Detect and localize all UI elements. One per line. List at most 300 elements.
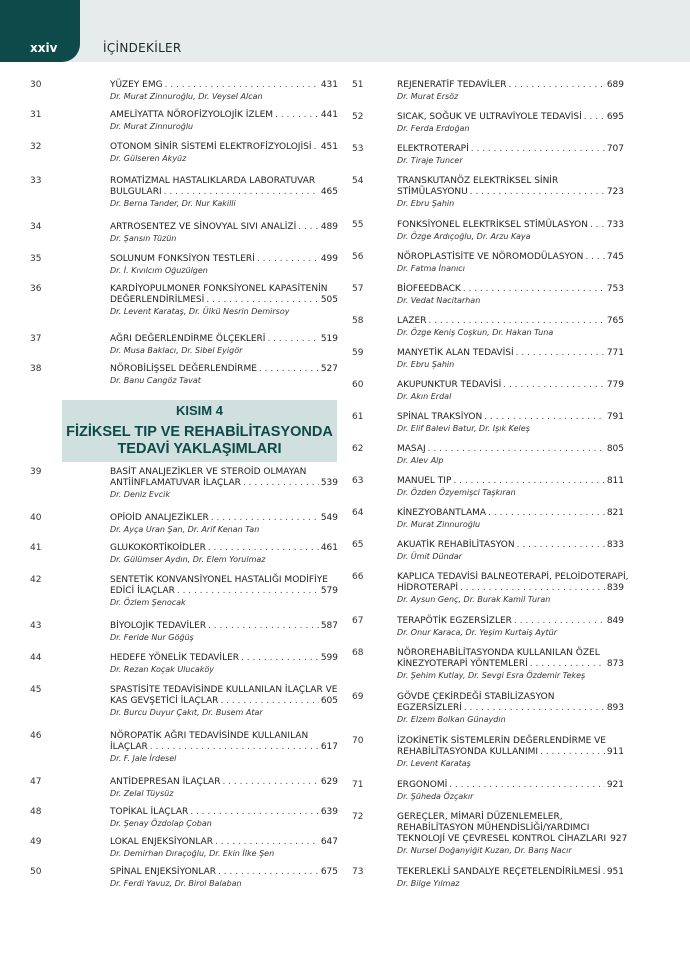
chapter-number: 39 (30, 467, 42, 477)
chapter-title (397, 252, 624, 263)
chapter-title-text: REHABİLİTASYONDA KULLANIMI (397, 747, 539, 757)
chapter-number: 58 (352, 316, 364, 326)
chapter-authors: Dr. Şenay Özdolap Çoban (110, 819, 212, 828)
page-ref: 833 (606, 540, 624, 550)
leader-dots (585, 252, 604, 263)
chapter-number: 32 (30, 142, 42, 152)
chapter-title (110, 543, 338, 554)
toc-entry[interactable] (352, 316, 624, 338)
chapter-authors: Dr. Feride Nur Göğüş (110, 633, 194, 642)
toc-entry[interactable] (30, 110, 338, 132)
chapter-title-text: NÖROPLASTİSİTE VE NÖROMODÜLASYON (397, 252, 584, 262)
leader-dots (516, 348, 605, 359)
page-ref: 839 (606, 583, 624, 593)
leader-dots (314, 142, 319, 153)
leader-dots (206, 295, 319, 306)
chapter-title (110, 653, 338, 664)
leader-dots (530, 659, 605, 670)
chapter-authors: Dr. Deniz Evcik (110, 490, 170, 499)
chapter-authors: Dr. Levent Karataş, Dr. Ülkü Nesrin Demirsoy (110, 307, 290, 316)
chapter-number: 55 (352, 220, 364, 230)
chapter-title (397, 508, 624, 519)
leader-dots (463, 284, 605, 295)
chapter-title (110, 176, 338, 198)
chapter-authors: Dr. F. Jale İrdesel (110, 754, 177, 763)
chapter-title (110, 777, 338, 788)
chapter-authors: Dr. Murat Ersöz (397, 92, 459, 101)
chapter-title-text: STİMÜLASYONU (397, 187, 468, 197)
chapter-title (397, 540, 624, 551)
chapter-title-text: SOLUNUM FONKSİYON TESTLERİ (110, 254, 255, 264)
leader-dots (517, 540, 605, 551)
page-ref: 805 (606, 444, 624, 454)
toc-entry[interactable] (352, 444, 624, 466)
chapter-title-text: TRANSKUTANÖZ ELEKTRİKSEL SİNİR (397, 176, 559, 186)
chapter-number: 66 (352, 572, 364, 582)
chapter-title-text: TEKNOLOJİ VE ÇEVRESEL KONTROL CİHAZLARI (397, 834, 607, 844)
page-ref: 465 (320, 187, 338, 197)
toc-entry[interactable] (352, 284, 624, 306)
chapter-number: 51 (352, 80, 364, 90)
chapter-number: 43 (30, 621, 42, 631)
toc-entry[interactable] (30, 513, 338, 535)
chapter-authors: Dr. Ebru Şahin (397, 360, 455, 369)
page-ref: 911 (606, 747, 624, 757)
leader-dots (211, 513, 319, 524)
chapter-authors: Dr. Murat Zinnuroğlu (110, 122, 194, 131)
toc-entry[interactable] (30, 731, 338, 764)
leader-dots (514, 616, 605, 627)
chapter-number: 54 (352, 176, 364, 186)
chapter-authors: Dr. Ümit Dündar (397, 552, 462, 561)
page-ref: 519 (320, 334, 338, 344)
chapter-title-text: FONKSİYONEL ELEKTRİKSEL STİMÜLASYON (397, 220, 588, 230)
page-ref: 539 (320, 478, 338, 488)
toc-entry[interactable] (352, 692, 624, 725)
chapter-title (397, 348, 624, 359)
chapter-title-text: TOPİKAL İLAÇLAR (110, 807, 189, 817)
leader-dots (460, 583, 605, 594)
chapter-authors: Dr. Şüheda Özçakır (397, 792, 474, 801)
page-ref: 605 (320, 696, 338, 706)
leader-dots (298, 222, 319, 233)
leader-dots (267, 334, 318, 345)
chapter-title-text: YÜZEY EMG (110, 80, 163, 90)
chapter-number: 30 (30, 80, 42, 90)
leader-dots (208, 543, 319, 554)
toc-entry[interactable] (30, 685, 338, 718)
leader-dots (488, 508, 605, 519)
chapter-authors: Dr. Zelal Tüysüz (110, 789, 174, 798)
chapter-authors: Dr. Levent Karataş (397, 759, 471, 768)
chapter-authors: Dr. Ferdi Yavuz, Dr. Birol Balaban (110, 879, 242, 888)
chapter-number: 59 (352, 348, 364, 358)
chapter-authors: Dr. Özden Özyemişci Taşkıran (397, 488, 516, 497)
chapter-authors: Dr. Şansın Tüzün (110, 234, 177, 243)
chapter-number: 49 (30, 837, 42, 847)
chapter-authors: Dr. Tiraje Tuncer (397, 156, 463, 165)
chapter-authors: Dr. Akın Erdal (397, 392, 452, 401)
leader-dots (453, 476, 604, 487)
toc-entry[interactable] (352, 616, 624, 638)
chapter-authors: Dr. Şehim Kutlay, Dr. Sevgi Esra Özdemir Tekeş (397, 671, 586, 680)
chapter-number: 46 (30, 731, 42, 741)
page-ref: 695 (606, 112, 624, 122)
chapter-title (397, 316, 624, 327)
toc-entry[interactable] (30, 222, 338, 244)
chapter-title (397, 616, 624, 627)
chapter-authors: Dr. Özge Ardıçoğlu, Dr. Arzu Kaya (397, 232, 531, 241)
chapter-title (397, 572, 629, 594)
page-ref: 779 (606, 380, 624, 390)
leader-dots (603, 867, 605, 878)
page-ref: 629 (320, 777, 338, 787)
chapter-title (397, 736, 624, 758)
chapter-title (397, 867, 624, 878)
page-ref: 599 (320, 653, 338, 663)
leader-dots (540, 747, 605, 758)
toc-entry[interactable] (30, 837, 338, 859)
chapter-title (110, 621, 338, 632)
leader-dots (471, 144, 605, 155)
page-ref: 639 (320, 807, 338, 817)
chapter-number: 67 (352, 616, 364, 626)
chapter-number: 47 (30, 777, 42, 787)
leader-dots (208, 621, 319, 632)
chapter-title-text: LOKAL ENJEKSİYONLAR (110, 837, 214, 847)
chapter-number: 52 (352, 112, 364, 122)
chapter-number: 56 (352, 252, 364, 262)
chapter-number: 33 (30, 176, 42, 186)
page-ref: 811 (606, 476, 624, 486)
chapter-title-text: ELEKTROTERAPİ (397, 144, 469, 154)
chapter-number: 70 (352, 736, 364, 746)
toc-entry[interactable] (30, 621, 338, 643)
chapter-title-text: MANYETİK ALAN TEDAVİSİ (397, 348, 514, 358)
chapter-title (397, 692, 624, 714)
chapter-title-text: AĞRI DEĞERLENDİRME ÖLÇEKLERİ (110, 334, 266, 344)
toc-entry[interactable] (352, 736, 624, 769)
leader-dots (449, 780, 605, 791)
running-head: İÇİNDEKİLER (103, 41, 182, 55)
toc-entry[interactable] (30, 80, 338, 102)
chapter-title (397, 380, 624, 391)
page-ref: 951 (606, 867, 624, 877)
chapter-title (110, 254, 338, 265)
chapter-title-text: SPİNAL ENJEKSİYONLAR (110, 867, 217, 877)
chapter-authors: Dr. Alev Alp (397, 456, 444, 465)
chapter-title-text: TERAPÖTİK EGZERSİZLER (397, 616, 512, 626)
chapter-title-text: ANTİİNFLAMATUVAR İLAÇLAR (110, 478, 241, 488)
chapter-title-text: GLUKOKORTİKOİDLER (110, 543, 206, 553)
leader-dots (503, 380, 605, 391)
page-ref: 745 (606, 252, 624, 262)
chapter-authors: Dr. Onur Karaca, Dr. Yeşim Kurtaiş Aytür (397, 628, 558, 637)
leader-dots (509, 80, 605, 91)
toc-entry[interactable] (352, 812, 628, 856)
page-ref: 527 (320, 364, 338, 374)
toc-entry[interactable] (352, 348, 624, 370)
chapter-title (110, 364, 338, 375)
toc-entry[interactable] (352, 80, 624, 102)
toc-entry[interactable] (30, 543, 338, 565)
chapter-title-text: LAZER (397, 316, 427, 326)
leader-dots (428, 316, 604, 327)
chapter-authors: Dr. Bilge Yılmaz (397, 879, 460, 888)
chapter-number: 72 (352, 812, 364, 822)
leader-dots (177, 586, 319, 597)
chapter-title-text: AKUATİK REHABİLİTASYON (397, 540, 515, 550)
chapter-authors: Dr. Aysun Genç, Dr. Burak Kamil Turan (397, 595, 551, 604)
chapter-title (397, 412, 624, 423)
chapter-title-text: İLAÇLAR (110, 742, 148, 752)
leader-dots (241, 653, 319, 664)
chapter-number: 50 (30, 867, 42, 877)
toc-entry[interactable] (30, 254, 338, 276)
chapter-title (397, 476, 624, 487)
leader-dots (220, 696, 318, 707)
toc-entry[interactable] (352, 412, 624, 434)
toc-entry[interactable] (352, 476, 624, 498)
chapter-title-text: EDİCİ İLAÇLAR (110, 586, 175, 596)
chapter-title-text: ANTİDEPRESAN İLAÇLAR (110, 777, 221, 787)
chapter-title-text: ERGONOMİ (397, 780, 448, 790)
chapter-number: 61 (352, 412, 364, 422)
leader-dots (190, 807, 319, 818)
chapter-title (110, 867, 338, 878)
chapter-title-text: SICAK, SOĞUK VE ULTRAVİYOLE TEDAVİSİ (397, 112, 582, 122)
toc-entry[interactable] (30, 364, 338, 386)
page-ref: 617 (320, 742, 338, 752)
page-ref: 707 (606, 144, 624, 154)
toc-entry[interactable] (352, 220, 624, 242)
chapter-title-text: KAPLICA TEDAVİSİ BALNEOTERAPİ, PELOİDOTERAPİ, (397, 572, 629, 582)
chapter-number: 40 (30, 513, 42, 523)
chapter-authors: Dr. Burcu Duyur Çakıt, Dr. Busem Atar (110, 708, 263, 717)
page-ref: 791 (606, 412, 624, 422)
chapter-title-text: TEKERLEKLİ SANDALYE REÇETELENDİRİLMESİ (397, 867, 601, 877)
page-ref: 873 (606, 659, 624, 669)
chapter-authors: Dr. Murat Zinnuroğlu, Dr. Veysel Alcan (110, 92, 263, 101)
toc-entry[interactable] (352, 508, 624, 530)
page-ref: 461 (320, 543, 338, 553)
chapter-title (110, 731, 338, 753)
toc-entry[interactable] (30, 334, 338, 356)
chapter-title-text: EGZERSİZLERİ (397, 703, 462, 713)
toc-entry[interactable] (30, 284, 338, 317)
chapter-title-text: AKUPUNKTUR TEDAVİSİ (397, 380, 502, 390)
toc-entry[interactable] (30, 575, 338, 608)
page-ref: 431 (320, 80, 338, 90)
chapter-number: 45 (30, 685, 42, 695)
chapter-authors: Dr. Berna Tander, Dr. Nur Kakilli (110, 199, 236, 208)
chapter-title-text: OTONOM SİNİR SİSTEMİ ELEKTROFİZYOLOJİSİ (110, 142, 312, 152)
chapter-number: 69 (352, 692, 364, 702)
chapter-number: 60 (352, 380, 364, 390)
toc-entry[interactable] (352, 112, 624, 134)
toc-entry[interactable] (352, 867, 624, 889)
chapter-authors: Dr. Fatma İnanıcı (397, 264, 465, 273)
chapter-authors: Dr. Elif Balevi Batur, Dr. Işık Keleş (397, 424, 530, 433)
page-ref: 733 (606, 220, 624, 230)
page-ref: 771 (606, 348, 624, 358)
page-ref: 765 (606, 316, 624, 326)
page-ref: 579 (320, 586, 338, 596)
chapter-title (397, 112, 624, 123)
section-label: KISIM 4 (176, 403, 223, 418)
chapter-authors: Dr. Ferda Erdoğan (397, 124, 470, 133)
chapter-title (397, 812, 628, 845)
chapter-title (110, 284, 338, 306)
chapter-authors: Dr. Demirhan Dıraçoğlu, Dr. Ekin İlke Şen (110, 849, 275, 858)
chapter-number: 62 (352, 444, 364, 454)
page-ref: 927 (610, 834, 628, 844)
chapter-title-text: NÖROREHABİLİTASYONDA KULLANILAN ÖZEL (397, 648, 600, 658)
chapter-authors: Dr. Elzem Bolkan Günaydın (397, 715, 506, 724)
chapter-number: 65 (352, 540, 364, 550)
page-ref: 849 (606, 616, 624, 626)
leader-dots (259, 364, 319, 375)
page-ref: 489 (320, 222, 338, 232)
toc-entry[interactable] (352, 572, 629, 605)
toc-entry[interactable] (352, 144, 624, 166)
leader-dots (484, 412, 605, 423)
chapter-authors: Dr. Özlem Şenocak (110, 598, 186, 607)
page-ref: 723 (606, 187, 624, 197)
toc-entry[interactable] (352, 540, 624, 562)
chapter-authors: Dr. Musa Baklacı, Dr. Sibel Eyigör (110, 346, 243, 355)
chapter-authors: Dr. Özge Keniş Coşkun, Dr. Hakan Tuna (397, 328, 554, 337)
chapter-authors: Dr. Murat Zinnuroğlu (397, 520, 481, 529)
page-ref: 689 (606, 80, 624, 90)
toc-entry[interactable] (30, 176, 338, 209)
toc-entry[interactable] (30, 867, 338, 889)
chapter-title-text: KAS GEVŞETİCİ İLAÇLAR (110, 696, 219, 706)
chapter-authors: Dr. Rezan Koçak Ulucaköy (110, 665, 215, 674)
leader-dots (275, 110, 319, 121)
chapter-number: 38 (30, 364, 42, 374)
toc-entry[interactable] (352, 176, 624, 209)
chapter-title-text: BULGULARI (110, 187, 162, 197)
toc-entry[interactable] (30, 807, 338, 829)
chapter-number: 37 (30, 334, 42, 344)
chapter-number: 71 (352, 780, 364, 790)
chapter-title-text: NÖROPATİK AĞRI TEDAVİSİNDE KULLANILAN (110, 731, 309, 741)
leader-dots (470, 187, 605, 198)
toc-entry[interactable] (352, 780, 624, 802)
chapter-title-text: OPİOİD ANALJEZİKLER (110, 513, 209, 523)
chapter-title (110, 513, 338, 524)
chapter-number: 48 (30, 807, 42, 817)
chapter-number: 73 (352, 867, 364, 877)
chapter-title-text: İZOKİNETİK SİSTEMLERİN DEĞERLENDİRME VE (397, 736, 606, 746)
chapter-title (397, 80, 624, 91)
toc-entry[interactable] (30, 653, 338, 675)
toc-entry[interactable] (30, 467, 338, 500)
chapter-number: 57 (352, 284, 364, 294)
page-ref: 753 (606, 284, 624, 294)
chapter-title-text: GEREÇLER, MİMARİ DÜZENLEMELER, (397, 812, 563, 822)
page-ref: 675 (320, 867, 338, 877)
chapter-title-text: SPASTİSİTE TEDAVİSİNDE KULLANILAN İLAÇLAR VE (110, 685, 338, 695)
chapter-authors: Dr. Ebru Şahin (397, 199, 455, 208)
chapter-title-text: KİNEZYOBANTLAMA (397, 508, 487, 518)
chapter-title-text: REJENERATİF TEDAVİLER (397, 80, 507, 90)
toc-entry[interactable] (352, 380, 624, 402)
chapter-number: 31 (30, 110, 42, 120)
chapter-number: 36 (30, 284, 42, 294)
chapter-title-text: SPİNAL TRAKSİYON (397, 412, 483, 422)
chapter-number: 34 (30, 222, 42, 232)
chapter-title-text: NÖROBİLİŞSEL DEĞERLENDİRME (110, 364, 257, 374)
leader-dots (218, 867, 319, 878)
chapter-title-text: MANUEL TIP (397, 476, 452, 486)
leader-dots (164, 187, 319, 198)
chapter-title-text: HİDROTERAPİ (397, 583, 459, 593)
chapter-title (110, 110, 338, 121)
page-ref: 647 (320, 837, 338, 847)
page-ref: 821 (606, 508, 624, 518)
page-ref: 549 (320, 513, 338, 523)
toc-entry[interactable] (30, 777, 338, 799)
chapter-title-text: ARTROSENTEZ VE SİNOVYAL SIVI ANALİZİ (110, 222, 297, 232)
chapter-title-text: GÖVDE ÇEKİRDEĞİ STABİLİZASYON (397, 692, 555, 702)
chapter-authors: Dr. İ. Kıvılcım Oğuzülgen (110, 266, 208, 275)
chapter-number: 53 (352, 144, 364, 154)
page-ref: 893 (606, 703, 624, 713)
toc-entry[interactable] (30, 142, 338, 164)
chapter-authors: Dr. Gülümser Aydın, Dr. Elem Yorulmaz (110, 555, 266, 564)
leader-dots (428, 444, 605, 455)
chapter-number: 42 (30, 575, 42, 585)
leader-dots (150, 742, 319, 753)
chapter-number: 68 (352, 648, 364, 658)
chapter-title-text: DEĞERLENDİRİLMESİ (110, 295, 205, 305)
chapter-authors: Dr. Vedat Nacitarhan (397, 296, 481, 305)
chapter-number: 35 (30, 254, 42, 264)
toc-entry[interactable] (352, 252, 624, 274)
chapter-title-text: BASİT ANALJEZİKLER VE STEROİD OLMAYAN (110, 467, 307, 477)
page-ref: 587 (320, 621, 338, 631)
chapter-number: 44 (30, 653, 42, 663)
chapter-title (110, 222, 338, 233)
chapter-title-text: KARDİYOPULMONER FONKSİYONEL KAPASİTENİN (110, 284, 328, 294)
chapter-authors: Dr. Ayça Uran Şan, Dr. Arif Kenan Tan (110, 525, 260, 534)
chapter-title (110, 467, 338, 489)
chapter-number: 64 (352, 508, 364, 518)
chapter-title (110, 80, 338, 91)
leader-dots (215, 837, 319, 848)
page-ref: 499 (320, 254, 338, 264)
chapter-title (110, 142, 338, 153)
chapter-title-text: SENTETİK KONVANSİYONEL HASTALIĞI MODİFİYE (110, 575, 328, 585)
chapter-title (397, 648, 624, 670)
chapter-number: 41 (30, 543, 42, 553)
chapter-title (110, 334, 338, 345)
chapter-title (397, 284, 624, 295)
leader-dots (165, 80, 319, 91)
chapter-title (397, 220, 624, 231)
chapter-title (110, 837, 338, 848)
chapter-title (397, 144, 624, 155)
chapter-title-text: ROMATİZMAL HASTALIKLARDA LABORATUVAR (110, 176, 316, 186)
chapter-title (110, 685, 338, 707)
page-ref: 505 (320, 295, 338, 305)
toc-entry[interactable] (352, 648, 624, 681)
section-title: FİZİKSEL TIP VE REHABİLİTASYONDA TEDAVİ YAKLAŞIMLARI (66, 424, 333, 457)
page-ref: 921 (606, 780, 624, 790)
page-ref: 441 (320, 110, 338, 120)
